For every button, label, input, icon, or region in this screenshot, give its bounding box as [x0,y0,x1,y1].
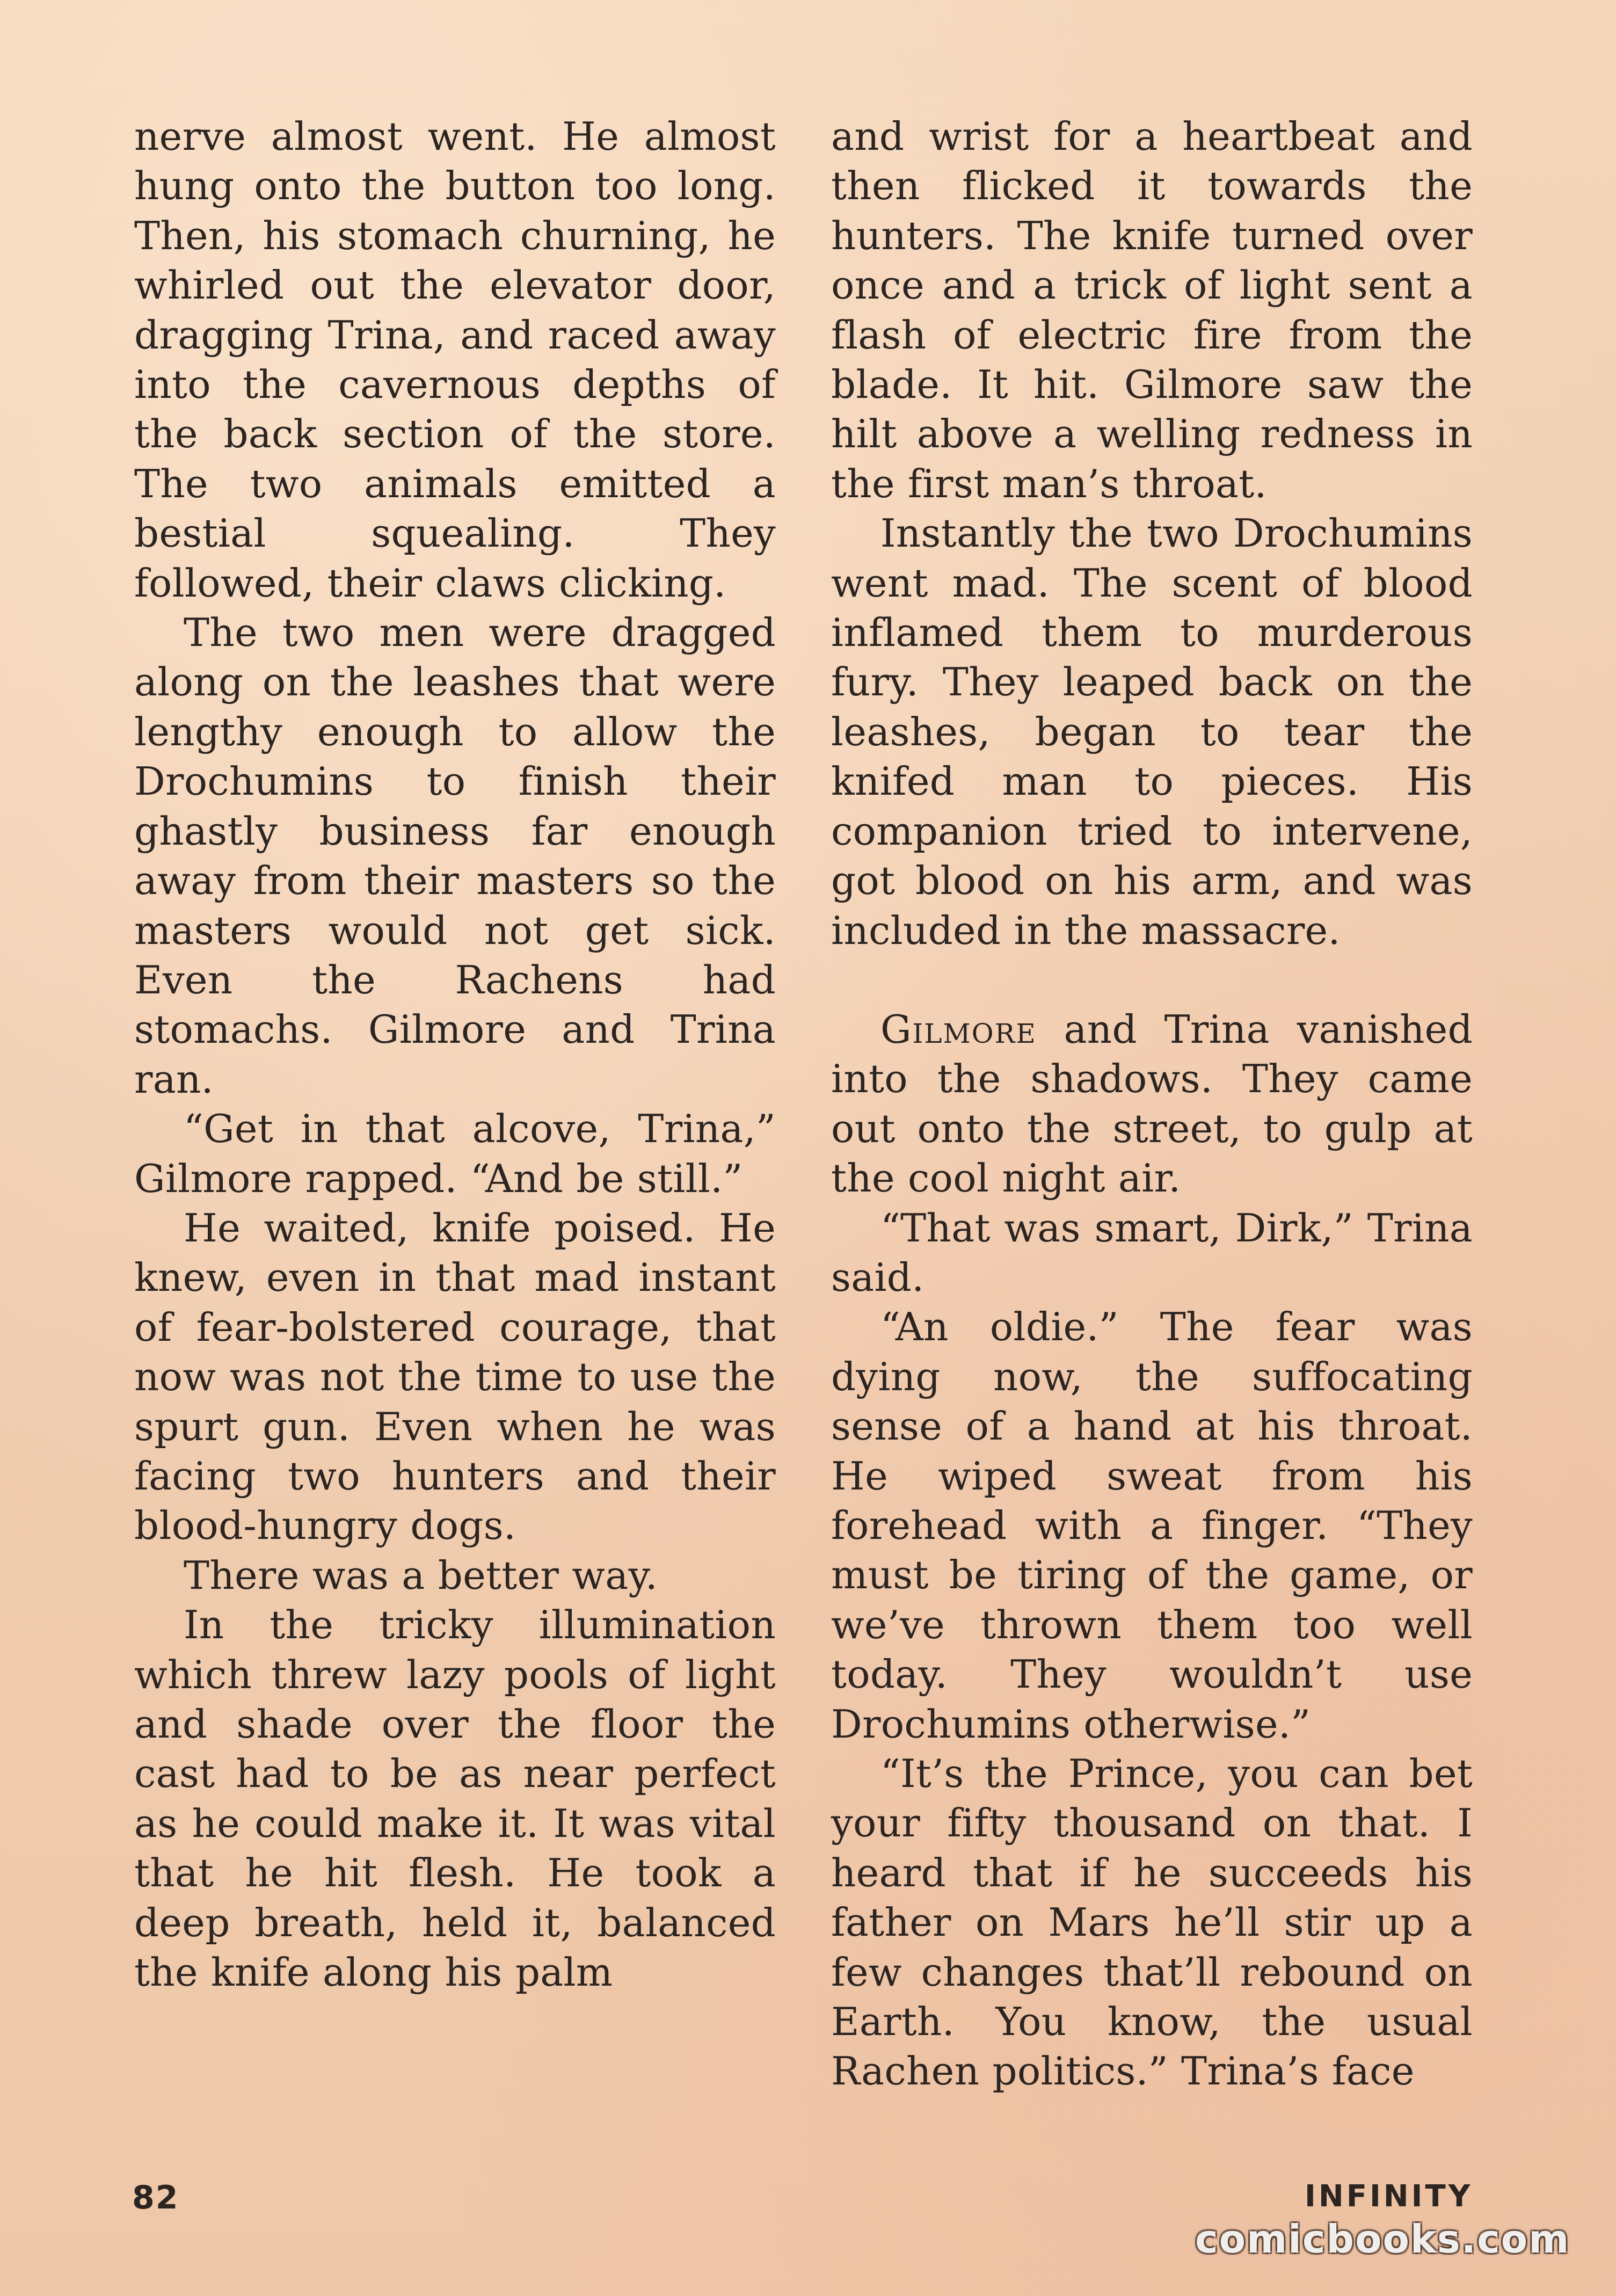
paragraph: The two men were dragged along on the leashes that were lengthy enough to allow the Drochumins to finish their ghastly business far enough away from their masters so the masters would not get sick. Even the Rachens had stomachs. Gilmore and Trina ran. [134,610,776,1102]
paragraph: nerve almost went. He almost hung onto the button too long. Then, his stomach churning, he whirled out the elevator door, dragging Trina, and raced away into the cavernous depths of the back section of the store. The two animals emitted a bestial squealing. They followed, their claws clicking. [134,114,776,606]
paragraph: “It’s the Prince, you can bet your fifty thousand on that. I heard that if he succeeds his father on Mars he’ll stir up a few changes that’ll rebound on Earth. You know, the usual Rachen politics.” Trina’s face [831,1751,1473,2094]
magazine-name: INFINITY [1305,2179,1473,2214]
paragraph: “An oldie.” The fear was dying now, the suffocating sense of a hand at his throat. He wiped sweat from his forehead with a finger. “They must be tiring of the game, or we’ve thrown them too well today. They wouldn’t use Drochumins otherwise.” [831,1304,1473,1747]
page-number: 82 [132,2179,179,2217]
section-lead-word: Gilmore [880,1006,1037,1052]
paragraph: “That was smart, Dirk,” Trina said. [831,1205,1473,1300]
paragraph: In the tricky illumination which threw lazy pools of light and shade over the floor the cast had to be as near perfect as he could make it. It was vital that he hit flesh. He took a deep breath, held it, balanced the knife along his palm [134,1602,776,1995]
paragraph: “Get in that alcove, Trina,” Gilmore rapped. “And be still.” [134,1106,776,1201]
section-start-paragraph [831,1005,1473,1203]
watermark: comicbooks.com [1195,2217,1570,2262]
paragraph: and wrist for a heartbeat and then flicked it towards the hunters. The knife turned over once and a trick of light sent a flash of electric fire from the blade. It hit. Gilmore saw the hilt above a welling redness in the first man’s throat. [831,114,1473,506]
paragraph: There was a better way. [184,1552,658,1598]
text-column-right [831,112,1473,2096]
paragraph: He waited, knife poised. He knew, even in that mad instant of fear-bolstered courage, that now was not the time to use the spurt gun. Even when he was facing two hunters and their blood-hungry dogs. [134,1205,776,1549]
section-lead-rest: and Trina vanished into the shadows. They came out onto the street, to gulp at the cool night air. [831,1006,1473,1201]
paragraph: Instantly the two Drochumins went mad. The scent of blood inflamed them to murderous fury. They leaped back on the leashes, began to tear the knifed man to pieces. His companion tried to intervene, got blood on his arm, and was included in the massacre. [831,511,1473,953]
text-column-left [134,112,776,1997]
